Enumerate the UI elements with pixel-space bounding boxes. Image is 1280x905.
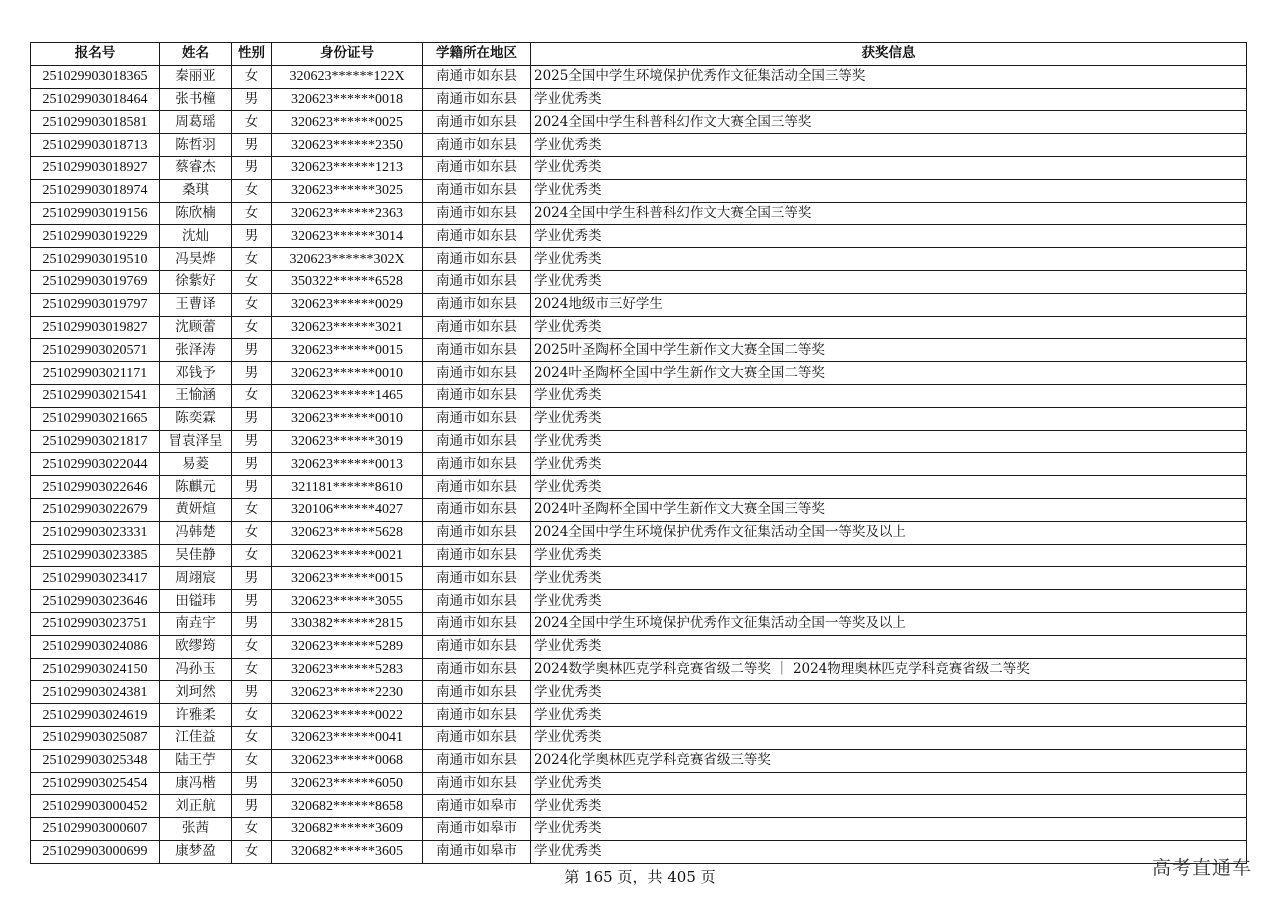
table-body <box>31 65 1247 863</box>
table-row <box>31 498 1247 521</box>
cell-award-info: 学业优秀类 <box>531 590 1247 613</box>
cell-id-number: 320623******1213 <box>272 156 423 179</box>
cell-name: 冒袁泽呈 <box>160 430 232 453</box>
cell-id-number: 320623******0068 <box>272 749 423 772</box>
cell-region: 南通市如东县 <box>423 111 531 134</box>
cell-gender: 女 <box>232 726 272 749</box>
cell-gender: 男 <box>232 362 272 385</box>
cell-name: 田镒玮 <box>160 590 232 613</box>
cell-name: 康冯楷 <box>160 772 232 795</box>
cell-name: 周翊宸 <box>160 567 232 590</box>
header-name: 姓名 <box>160 43 232 66</box>
cell-registration-no: 251029903000699 <box>31 840 160 863</box>
cell-region: 南通市如东县 <box>423 590 531 613</box>
cell-region: 南通市如东县 <box>423 362 531 385</box>
cell-registration-no: 251029903022044 <box>31 453 160 476</box>
table-row <box>31 407 1247 430</box>
cell-gender: 男 <box>232 407 272 430</box>
table-row <box>31 476 1247 499</box>
cell-region: 南通市如东县 <box>423 521 531 544</box>
cell-award-info: 学业优秀类 <box>531 544 1247 567</box>
cell-id-number: 320623******0010 <box>272 407 423 430</box>
cell-registration-no: 251029903023331 <box>31 521 160 544</box>
cell-region: 南通市如皋市 <box>423 840 531 863</box>
cell-region: 南通市如东县 <box>423 772 531 795</box>
cell-id-number: 320623******0010 <box>272 362 423 385</box>
cell-registration-no: 251029903023417 <box>31 567 160 590</box>
cell-name: 康梦盈 <box>160 840 232 863</box>
cell-award-info: 学业优秀类 <box>531 225 1247 248</box>
cell-award-info: 学业优秀类 <box>531 248 1247 271</box>
cell-registration-no: 251029903019769 <box>31 270 160 293</box>
table-row <box>31 134 1247 157</box>
cell-name: 冯孙玉 <box>160 658 232 681</box>
cell-name: 欧缪筠 <box>160 635 232 658</box>
cell-registration-no: 251029903019797 <box>31 293 160 316</box>
cell-name: 刘珂然 <box>160 681 232 704</box>
cell-id-number: 320106******4027 <box>272 498 423 521</box>
cell-name: 周葛瑶 <box>160 111 232 134</box>
cell-award-info: 学业优秀类 <box>531 430 1247 453</box>
table-row <box>31 840 1247 863</box>
cell-id-number: 320623******0015 <box>272 567 423 590</box>
table-row <box>31 612 1247 635</box>
cell-award-info: 学业优秀类 <box>531 88 1247 111</box>
cell-id-number: 320682******8658 <box>272 795 423 818</box>
cell-name: 刘正航 <box>160 795 232 818</box>
cell-gender: 女 <box>232 111 272 134</box>
table-row <box>31 156 1247 179</box>
cell-id-number: 320682******3605 <box>272 840 423 863</box>
cell-id-number: 320623******0025 <box>272 111 423 134</box>
cell-award-info: 学业优秀类 <box>531 270 1247 293</box>
cell-name: 沈灿 <box>160 225 232 248</box>
cell-registration-no: 251029903024086 <box>31 635 160 658</box>
cell-id-number: 320623******5289 <box>272 635 423 658</box>
cell-name: 邓钱予 <box>160 362 232 385</box>
cell-id-number: 330382******2815 <box>272 612 423 635</box>
cell-registration-no: 251029903025348 <box>31 749 160 772</box>
cell-id-number: 320682******3609 <box>272 818 423 841</box>
header-gender: 性别 <box>232 43 272 66</box>
cell-award-info: 2024全国中学生科普科幻作文大赛全国三等奖 <box>531 111 1247 134</box>
cell-award-info: 学业优秀类 <box>531 726 1247 749</box>
cell-region: 南通市如东县 <box>423 681 531 704</box>
cell-award-info: 2024全国中学生科普科幻作文大赛全国三等奖 <box>531 202 1247 225</box>
cell-award-info: 2024地级市三好学生 <box>531 293 1247 316</box>
cell-region: 南通市如东县 <box>423 134 531 157</box>
cell-name: 冯韩楚 <box>160 521 232 544</box>
cell-region: 南通市如皋市 <box>423 795 531 818</box>
cell-region: 南通市如东县 <box>423 612 531 635</box>
cell-registration-no: 251029903020571 <box>31 339 160 362</box>
cell-registration-no: 251029903018974 <box>31 179 160 202</box>
cell-name: 徐紫好 <box>160 270 232 293</box>
cell-name: 沈顾蕾 <box>160 316 232 339</box>
cell-gender: 男 <box>232 772 272 795</box>
header-registration-no: 报名号 <box>31 43 160 66</box>
cell-id-number: 350322******6528 <box>272 270 423 293</box>
cell-registration-no: 251029903024381 <box>31 681 160 704</box>
cell-name: 江佳益 <box>160 726 232 749</box>
cell-name: 蔡睿杰 <box>160 156 232 179</box>
cell-gender: 男 <box>232 681 272 704</box>
cell-id-number: 320623******0022 <box>272 704 423 727</box>
cell-id-number: 321181******8610 <box>272 476 423 499</box>
cell-registration-no: 251029903018464 <box>31 88 160 111</box>
header-award-info: 获奖信息 <box>531 43 1247 66</box>
cell-gender: 女 <box>232 635 272 658</box>
cell-award-info: 学业优秀类 <box>531 818 1247 841</box>
cell-gender: 男 <box>232 567 272 590</box>
cell-name: 南垚宇 <box>160 612 232 635</box>
cell-name: 许雅柔 <box>160 704 232 727</box>
cell-gender: 女 <box>232 293 272 316</box>
table-row <box>31 293 1247 316</box>
cell-registration-no: 251029903021541 <box>31 384 160 407</box>
table-row <box>31 521 1247 544</box>
cell-gender: 女 <box>232 521 272 544</box>
table-row <box>31 339 1247 362</box>
cell-award-info: 学业优秀类 <box>531 795 1247 818</box>
cell-id-number: 320623******122X <box>272 65 423 88</box>
cell-region: 南通市如东县 <box>423 749 531 772</box>
cell-region: 南通市如东县 <box>423 430 531 453</box>
cell-region: 南通市如东县 <box>423 179 531 202</box>
cell-award-info: 学业优秀类 <box>531 384 1247 407</box>
cell-id-number: 320623******5283 <box>272 658 423 681</box>
cell-registration-no: 251029903019156 <box>31 202 160 225</box>
cell-gender: 女 <box>232 818 272 841</box>
table-row <box>31 772 1247 795</box>
cell-gender: 女 <box>232 179 272 202</box>
cell-gender: 男 <box>232 453 272 476</box>
cell-registration-no: 251029903019827 <box>31 316 160 339</box>
cell-gender: 男 <box>232 590 272 613</box>
cell-gender: 男 <box>232 430 272 453</box>
cell-registration-no: 251029903000607 <box>31 818 160 841</box>
cell-name: 张泽涛 <box>160 339 232 362</box>
cell-registration-no: 251029903023646 <box>31 590 160 613</box>
cell-region: 南通市如东县 <box>423 270 531 293</box>
cell-name: 吴佳静 <box>160 544 232 567</box>
cell-award-info: 学业优秀类 <box>531 476 1247 499</box>
cell-registration-no: 251029903023751 <box>31 612 160 635</box>
cell-name: 陈欣楠 <box>160 202 232 225</box>
cell-id-number: 320623******3021 <box>272 316 423 339</box>
header-region: 学籍所在地区 <box>423 43 531 66</box>
table-row <box>31 362 1247 385</box>
cell-id-number: 320623******302X <box>272 248 423 271</box>
table-row <box>31 316 1247 339</box>
page-number: 第 165 页，共 405 页 <box>564 868 716 886</box>
cell-id-number: 320623******0018 <box>272 88 423 111</box>
cell-region: 南通市如东县 <box>423 65 531 88</box>
cell-award-info: 学业优秀类 <box>531 179 1247 202</box>
cell-id-number: 320623******0013 <box>272 453 423 476</box>
cell-registration-no: 251029903018713 <box>31 134 160 157</box>
cell-gender: 女 <box>232 704 272 727</box>
table-row <box>31 567 1247 590</box>
cell-registration-no: 251029903021171 <box>31 362 160 385</box>
cell-region: 南通市如东县 <box>423 339 531 362</box>
cell-registration-no: 251029903018927 <box>31 156 160 179</box>
cell-registration-no: 251029903025454 <box>31 772 160 795</box>
table-row <box>31 704 1247 727</box>
cell-id-number: 320623******3055 <box>272 590 423 613</box>
cell-name: 陆王苧 <box>160 749 232 772</box>
cell-gender: 男 <box>232 476 272 499</box>
cell-registration-no: 251029903021817 <box>31 430 160 453</box>
table-row <box>31 658 1247 681</box>
cell-award-info: 2024叶圣陶杯全国中学生新作文大赛全国二等奖 <box>531 362 1247 385</box>
cell-award-info: 2025全国中学生环境保护优秀作文征集活动全国三等奖 <box>531 65 1247 88</box>
cell-award-info: 学业优秀类 <box>531 635 1247 658</box>
cell-award-info: 学业优秀类 <box>531 681 1247 704</box>
table-row <box>31 795 1247 818</box>
cell-registration-no: 251029903019229 <box>31 225 160 248</box>
cell-name: 陈麒元 <box>160 476 232 499</box>
table-row <box>31 681 1247 704</box>
cell-id-number: 320623******2350 <box>272 134 423 157</box>
cell-award-info: 2024全国中学生环境保护优秀作文征集活动全国一等奖及以上 <box>531 612 1247 635</box>
cell-region: 南通市如东县 <box>423 156 531 179</box>
cell-registration-no: 251029903025087 <box>31 726 160 749</box>
cell-id-number: 320623******0029 <box>272 293 423 316</box>
cell-registration-no: 251029903018365 <box>31 65 160 88</box>
table-header-row <box>31 43 1247 66</box>
cell-award-info: 学业优秀类 <box>531 134 1247 157</box>
cell-region: 南通市如东县 <box>423 704 531 727</box>
cell-award-info: 2024数学奥林匹克学科竞赛省级二等奖 ｜ 2024物理奥林匹克学科竞赛省级二等奖 <box>531 658 1247 681</box>
cell-region: 南通市如东县 <box>423 635 531 658</box>
cell-award-info: 学业优秀类 <box>531 156 1247 179</box>
cell-id-number: 320623******2363 <box>272 202 423 225</box>
table-row <box>31 453 1247 476</box>
cell-registration-no: 251029903023385 <box>31 544 160 567</box>
table-row <box>31 749 1247 772</box>
cell-gender: 男 <box>232 612 272 635</box>
cell-gender: 女 <box>232 840 272 863</box>
cell-region: 南通市如东县 <box>423 726 531 749</box>
cell-region: 南通市如东县 <box>423 248 531 271</box>
cell-award-info: 学业优秀类 <box>531 840 1247 863</box>
table-row <box>31 179 1247 202</box>
cell-id-number: 320623******3019 <box>272 430 423 453</box>
cell-award-info: 学业优秀类 <box>531 567 1247 590</box>
cell-region: 南通市如东县 <box>423 293 531 316</box>
cell-region: 南通市如东县 <box>423 225 531 248</box>
cell-name: 王愉涵 <box>160 384 232 407</box>
cell-gender: 女 <box>232 384 272 407</box>
cell-registration-no: 251029903019510 <box>31 248 160 271</box>
table-row <box>31 635 1247 658</box>
cell-region: 南通市如东县 <box>423 202 531 225</box>
cell-gender: 女 <box>232 498 272 521</box>
cell-registration-no: 251029903021665 <box>31 407 160 430</box>
cell-id-number: 320623******2230 <box>272 681 423 704</box>
cell-region: 南通市如东县 <box>423 658 531 681</box>
cell-region: 南通市如东县 <box>423 384 531 407</box>
cell-name: 张茜 <box>160 818 232 841</box>
cell-name: 秦丽亚 <box>160 65 232 88</box>
cell-gender: 男 <box>232 795 272 818</box>
table-row <box>31 818 1247 841</box>
cell-gender: 男 <box>232 134 272 157</box>
cell-gender: 男 <box>232 225 272 248</box>
cell-award-info: 学业优秀类 <box>531 407 1247 430</box>
cell-id-number: 320623******3025 <box>272 179 423 202</box>
cell-name: 冯昊烨 <box>160 248 232 271</box>
cell-region: 南通市如皋市 <box>423 818 531 841</box>
cell-award-info: 学业优秀类 <box>531 453 1247 476</box>
cell-award-info: 2024化学奥林匹克学科竞赛省级三等奖 <box>531 749 1247 772</box>
award-list-table <box>30 42 1247 864</box>
cell-name: 陈奕霖 <box>160 407 232 430</box>
cell-award-info: 学业优秀类 <box>531 772 1247 795</box>
cell-registration-no: 251029903024150 <box>31 658 160 681</box>
cell-name: 陈哲羽 <box>160 134 232 157</box>
header-id-number: 身份证号 <box>272 43 423 66</box>
cell-gender: 女 <box>232 270 272 293</box>
cell-gender: 女 <box>232 544 272 567</box>
cell-award-info: 2024叶圣陶杯全国中学生新作文大赛全国三等奖 <box>531 498 1247 521</box>
cell-id-number: 320623******0041 <box>272 726 423 749</box>
table-row <box>31 726 1247 749</box>
table-row <box>31 270 1247 293</box>
cell-region: 南通市如东县 <box>423 453 531 476</box>
cell-registration-no: 251029903022679 <box>31 498 160 521</box>
cell-name: 桑琪 <box>160 179 232 202</box>
cell-name: 黄妍煊 <box>160 498 232 521</box>
cell-gender: 女 <box>232 248 272 271</box>
cell-id-number: 320623******5628 <box>272 521 423 544</box>
cell-registration-no: 251029903022646 <box>31 476 160 499</box>
cell-name: 张书橦 <box>160 88 232 111</box>
cell-award-info: 2025叶圣陶杯全国中学生新作文大赛全国二等奖 <box>531 339 1247 362</box>
cell-id-number: 320623******1465 <box>272 384 423 407</box>
cell-region: 南通市如东县 <box>423 544 531 567</box>
table-row <box>31 65 1247 88</box>
table-row <box>31 225 1247 248</box>
table-row <box>31 430 1247 453</box>
cell-region: 南通市如东县 <box>423 498 531 521</box>
table-row <box>31 111 1247 134</box>
cell-region: 南通市如东县 <box>423 476 531 499</box>
table-row <box>31 544 1247 567</box>
cell-region: 南通市如东县 <box>423 407 531 430</box>
cell-award-info: 学业优秀类 <box>531 316 1247 339</box>
table-row <box>31 248 1247 271</box>
cell-gender: 女 <box>232 658 272 681</box>
cell-id-number: 320623******0021 <box>272 544 423 567</box>
table-row <box>31 590 1247 613</box>
cell-registration-no: 251029903000452 <box>31 795 160 818</box>
cell-region: 南通市如东县 <box>423 567 531 590</box>
cell-registration-no: 251029903018581 <box>31 111 160 134</box>
cell-gender: 女 <box>232 65 272 88</box>
cell-gender: 女 <box>232 749 272 772</box>
cell-name: 王曹译 <box>160 293 232 316</box>
cell-registration-no: 251029903024619 <box>31 704 160 727</box>
cell-region: 南通市如东县 <box>423 88 531 111</box>
cell-region: 南通市如东县 <box>423 316 531 339</box>
table-row <box>31 202 1247 225</box>
cell-id-number: 320623******0015 <box>272 339 423 362</box>
cell-gender: 女 <box>232 316 272 339</box>
cell-gender: 男 <box>232 156 272 179</box>
table-row <box>31 384 1247 407</box>
cell-id-number: 320623******3014 <box>272 225 423 248</box>
cell-award-info: 学业优秀类 <box>531 704 1247 727</box>
cell-id-number: 320623******6050 <box>272 772 423 795</box>
cell-gender: 男 <box>232 339 272 362</box>
cell-gender: 女 <box>232 202 272 225</box>
table-row <box>31 88 1247 111</box>
cell-name: 易菱 <box>160 453 232 476</box>
cell-award-info: 2024全国中学生环境保护优秀作文征集活动全国一等奖及以上 <box>531 521 1247 544</box>
cell-gender: 男 <box>232 88 272 111</box>
watermark-text: 高考直通车 <box>1151 857 1252 879</box>
